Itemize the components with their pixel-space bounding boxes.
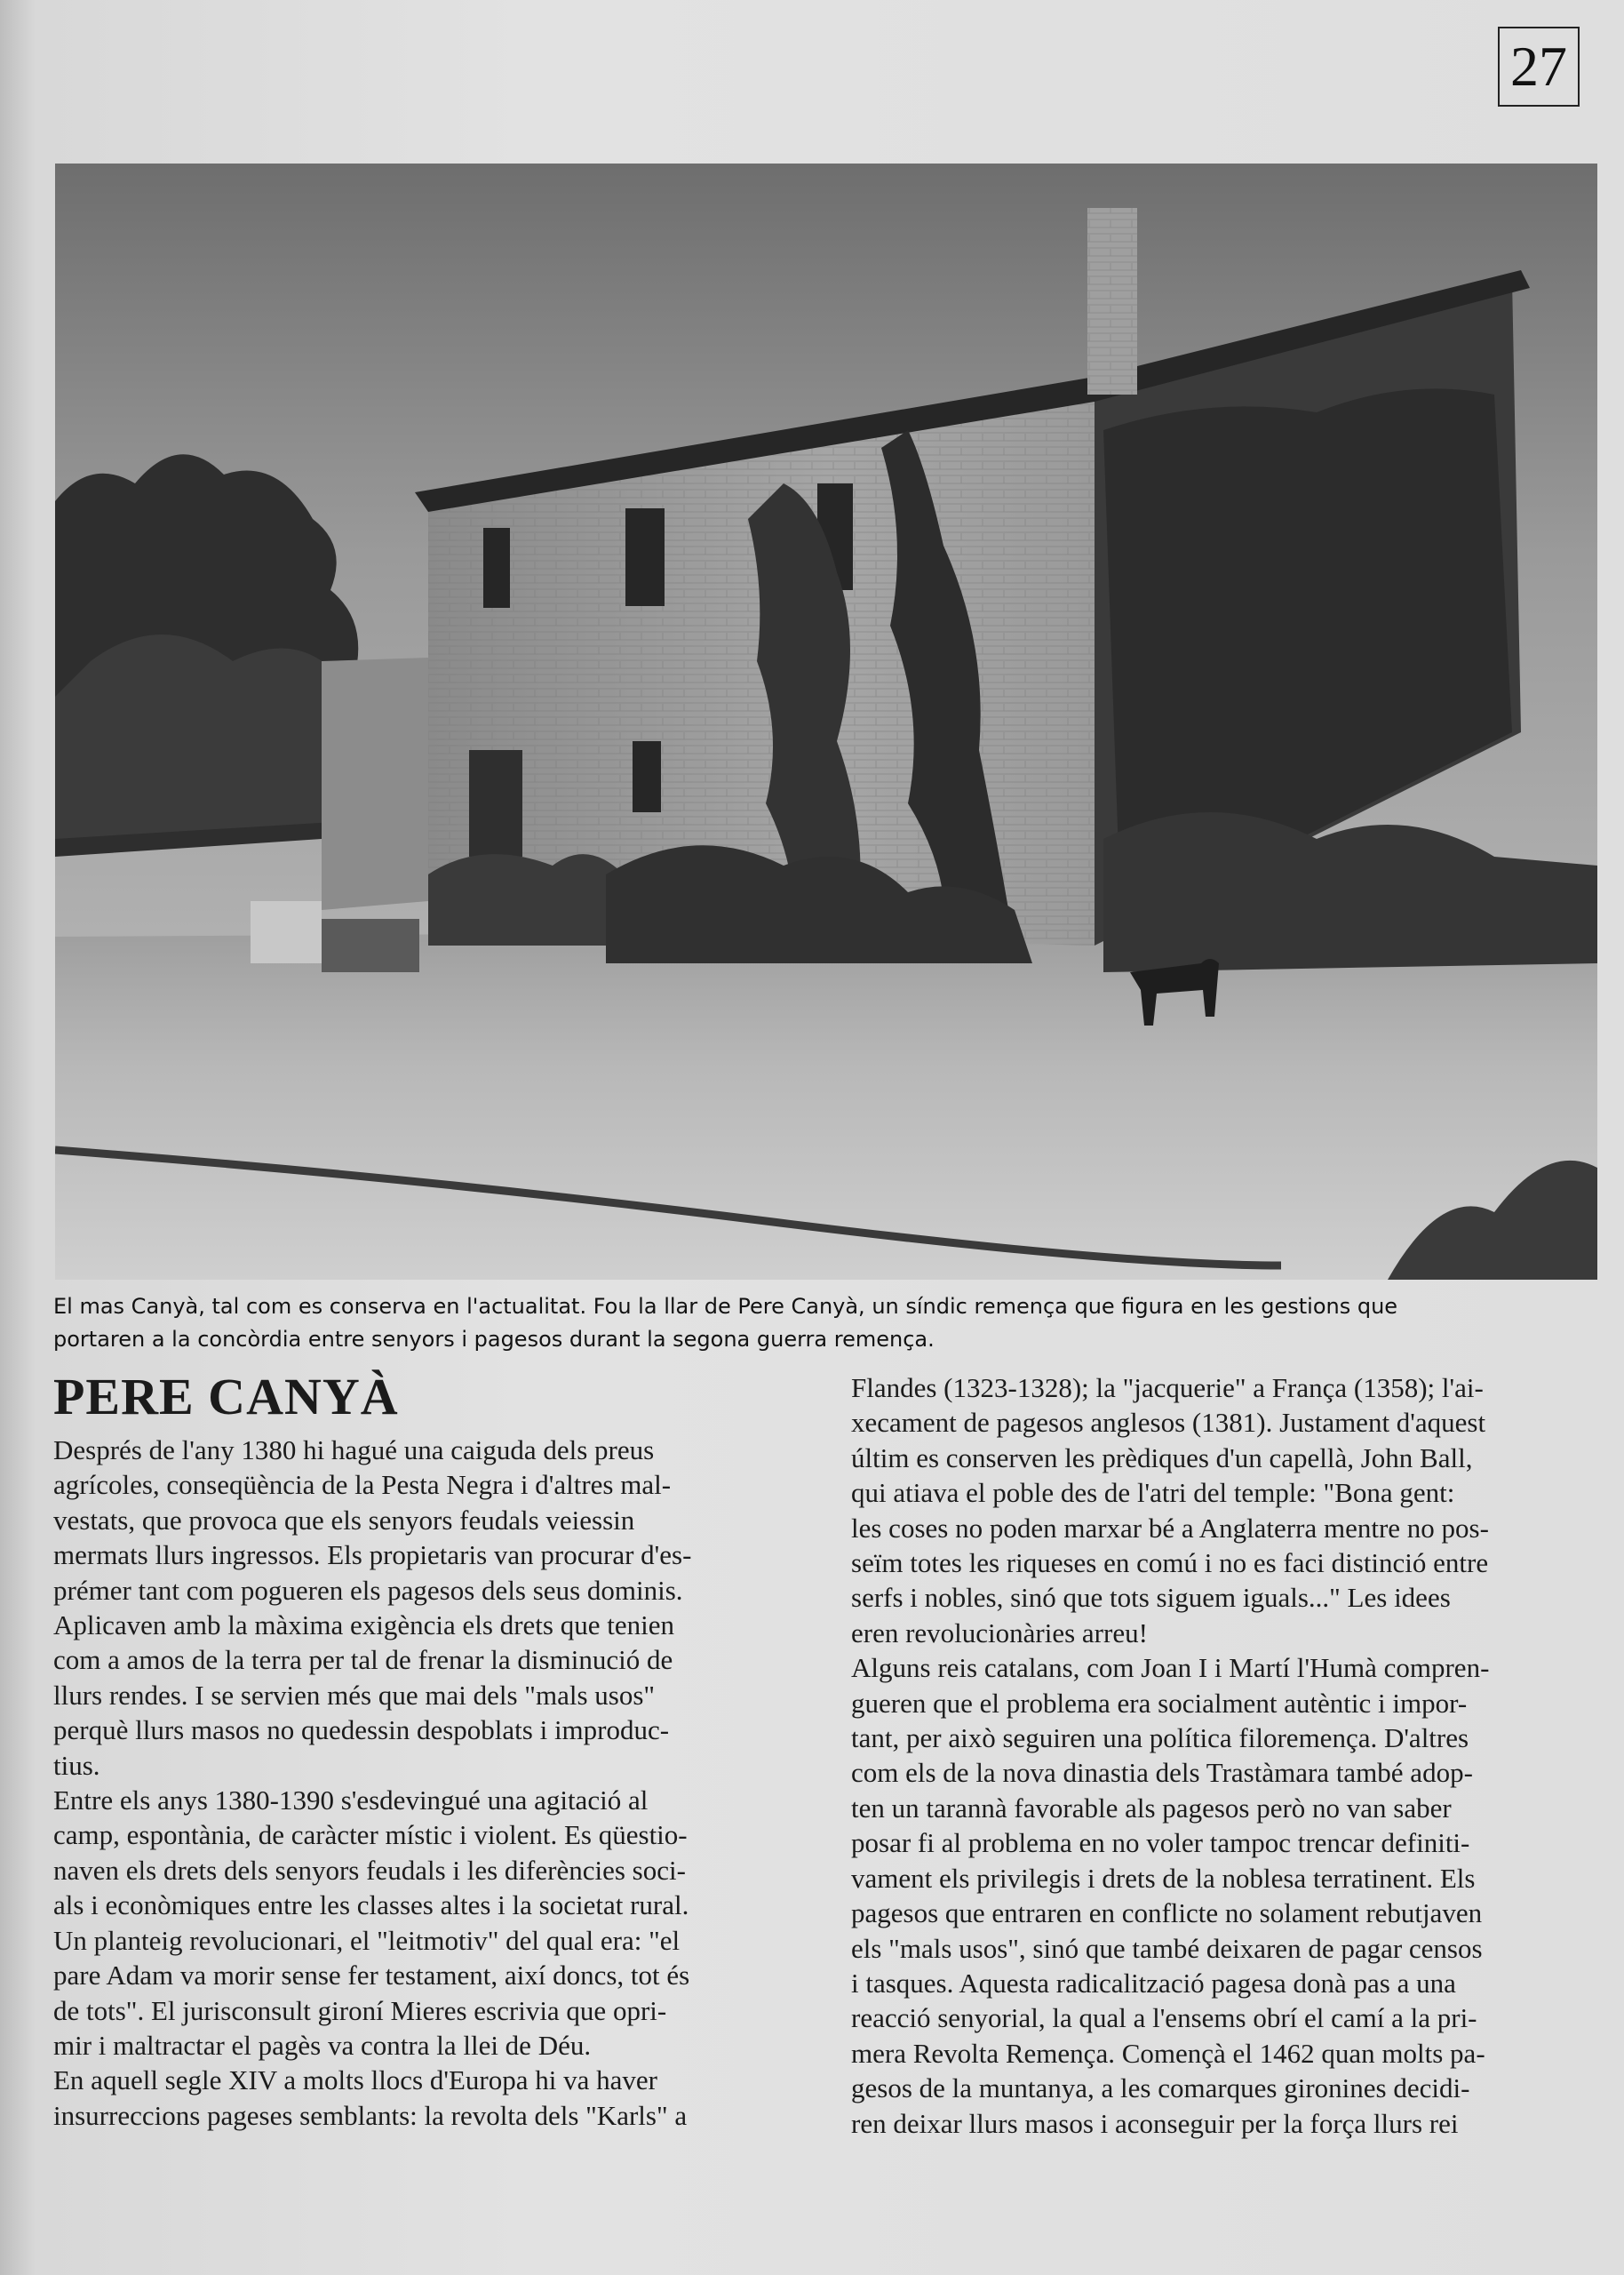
text-line: qui atiava el poble des de l'atri del temple: "Bona gent: xyxy=(851,1477,1455,1509)
text-line: reacció senyorial, la qual a l'ensems obrí el camí a la pri- xyxy=(851,2002,1477,2034)
text-line: llurs rendes. I se servien més que mai dels "mals usos" xyxy=(53,1679,656,1711)
photo-caption xyxy=(53,1290,1599,1356)
right-column xyxy=(851,1370,1610,2141)
text-line: mir i maltractar el pagès va contra la llei de Déu. xyxy=(53,2029,592,2061)
text-line: pagesos que entraren en conflicte no solament rebutjaven xyxy=(851,1897,1483,1929)
text-line: mermats llurs ingressos. Els propietaris van procurar d'es- xyxy=(53,1539,692,1571)
text-line: Alguns reis catalans, com Joan I i Martí l'Humà compren- xyxy=(851,1652,1490,1684)
paragraph xyxy=(851,1370,1610,1650)
text-line: com a amos de la terra per tal de frenar la disminució de xyxy=(53,1644,673,1676)
text-line: pare Adam va morir sense fer testament, així doncs, tot és xyxy=(53,1960,690,1992)
text-line: insurreccions pageses semblants: la revolta dels "Karls" a xyxy=(53,2099,688,2131)
farmhouse-illustration xyxy=(55,164,1597,1280)
text-line: de tots". El jurisconsult gironí Mieres escrivia que opri- xyxy=(53,1994,667,2026)
text-line: En aquell segle XIV a molts llocs d'Europa hi va haver xyxy=(53,2064,657,2096)
paragraph xyxy=(851,1650,1610,2141)
text-line: eren revolucionàries arreu! xyxy=(851,1616,1148,1648)
caption-line: El mas Canyà, tal com es conserva en l'actualitat. Fou la llar de Pere Canyà, un síndic remença que figura en les gestions que xyxy=(53,1294,1398,1319)
text-line: seïm totes les riqueses en comú i no es faci distinció entre xyxy=(851,1547,1489,1579)
paragraph xyxy=(53,2063,789,2133)
text-line: mera Revolta Remença. Començà el 1462 quan molts pa- xyxy=(851,2037,1485,2069)
text-line: Entre els anys 1380-1390 s'esdevingué una agitació al xyxy=(53,1784,649,1816)
text-line: gesos de la muntanya, a les comarques gironines decidi- xyxy=(851,2072,1470,2104)
page-number: 27 xyxy=(1498,27,1580,107)
text-line: tius. xyxy=(53,1749,100,1781)
text-line: i tasques. Aquesta radicalització pagesa donà pas a una xyxy=(851,1967,1456,1999)
text-line: els "mals usos", sinó que també deixaren de pagar censos xyxy=(851,1932,1483,1964)
text-line: Aplicaven amb la màxima exigència els drets que tenien xyxy=(53,1609,674,1641)
text-line: serfs i nobles, sinó que tots siguem iguals..." Les idees xyxy=(851,1582,1451,1614)
text-line: xecament de pagesos anglesos (1381). Justament d'aquest xyxy=(851,1407,1486,1439)
paragraph xyxy=(53,1433,789,1783)
text-line: camp, espontània, de caràcter místic i violent. Es qüestio- xyxy=(53,1819,688,1851)
article-title: PERE CANYÀ xyxy=(53,1368,399,1425)
text-line: Un planteig revolucionari, el "leitmotiv" del qual era: "el xyxy=(53,1924,681,1956)
text-line: posar fi al problema en no voler tampoc trencar definiti- xyxy=(851,1827,1470,1859)
caption-line: portaren a la concòrdia entre senyors i pagesos durant la segona guerra remença. xyxy=(53,1327,935,1352)
text-line: vament els privilegis i drets de la noblesa terratinent. Els xyxy=(851,1862,1476,1894)
text-line: naven els drets dels senyors feudals i les diferències soci- xyxy=(53,1854,686,1886)
text-line: com els de la nova dinastia dels Trastàmara també adop- xyxy=(851,1757,1473,1789)
text-line: als i econòmiques entre les classes altes i la societat rural. xyxy=(53,1889,689,1921)
left-column xyxy=(53,1369,789,2133)
text-line: vestats, que provoca que els senyors feudals veiessin xyxy=(53,1504,635,1536)
text-line: ten un tarannà favorable als pagesos però no van saber xyxy=(851,1792,1452,1824)
text-line: ren deixar llurs masos i aconseguir per la força llurs rei xyxy=(851,2107,1459,2139)
text-line: tant, per això seguiren una política filoremença. D'altres xyxy=(851,1722,1469,1754)
text-line: Després de l'any 1380 hi hagué una caiguda dels preus xyxy=(53,1434,655,1465)
text-line: perquè llurs masos no quedessin despoblats i improduc- xyxy=(53,1714,670,1746)
text-line: agrícoles, conseqüència de la Pesta Negra i d'altres mal- xyxy=(53,1469,672,1501)
text-line: les coses no poden marxar bé a Anglaterra mentre no pos- xyxy=(851,1512,1489,1544)
text-line: prémer tant com pogueren els pagesos dels seus dominis. xyxy=(53,1574,683,1606)
farmhouse-photo xyxy=(55,164,1597,1280)
paragraph xyxy=(53,1783,789,2063)
text-line: gueren que el problema era socialment autèntic i impor- xyxy=(851,1687,1468,1719)
text-line: últim es conserven les prèdiques d'un capellà, John Ball, xyxy=(851,1441,1473,1473)
text-line: Flandes (1323-1328); la "jacquerie" a França (1358); l'ai- xyxy=(851,1372,1484,1403)
